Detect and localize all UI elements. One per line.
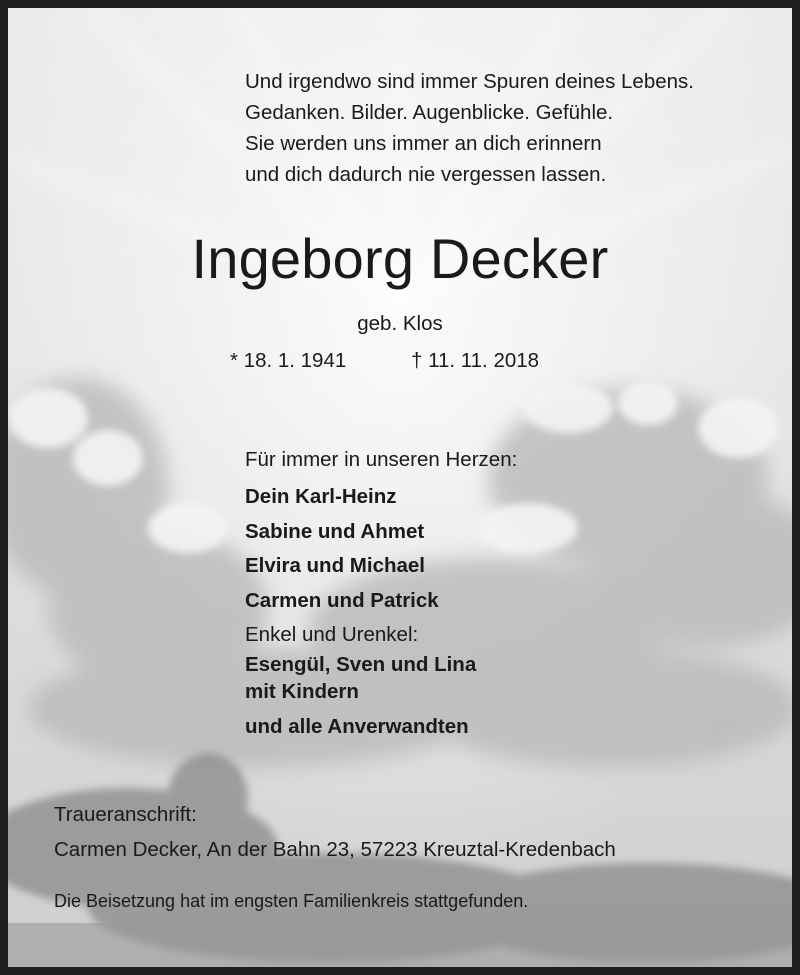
death-date: † 11. 11. 2018 [411, 349, 540, 372]
family-member: Elvira und Michael [245, 554, 425, 577]
poem-line: Sie werden uns immer an dich erinnern [245, 132, 602, 155]
mourning-address-label: Traueranschrift: [54, 803, 197, 826]
family-member: Sabine und Ahmet [245, 520, 425, 543]
birth-date: * 18. 1. 1941 [230, 349, 347, 372]
grandchildren-line: Esengül, Sven und Lina [245, 653, 477, 676]
poem-line: Gedanken. Bilder. Augenblicke. Gefühle. [245, 101, 614, 124]
family-member: Carmen und Patrick [245, 589, 439, 612]
grandchildren [245, 651, 476, 705]
burial-note: Die Beisetzung hat im engsten Familienkreis stattgefunden. [54, 891, 529, 911]
poem-line: Und irgendwo sind immer Spuren deines Lebens. [245, 70, 694, 93]
deceased-name: Ingeborg Decker [191, 227, 609, 290]
maiden-name: geb. Klos [357, 312, 443, 335]
grandchildren-line: mit Kindern [245, 680, 359, 703]
family-member: Dein Karl-Heinz [245, 485, 397, 508]
grandchildren-label: Enkel und Urenkel: [245, 623, 419, 646]
relatives: und alle Anverwandten [245, 715, 469, 738]
mourning-address: Carmen Decker, An der Bahn 23, 57223 Kreuztal-Kredenbach [54, 838, 616, 861]
mourners-intro: Für immer in unseren Herzen: [245, 448, 518, 471]
poem-line: und dich dadurch nie vergessen lassen. [245, 163, 607, 186]
poem [245, 66, 694, 190]
